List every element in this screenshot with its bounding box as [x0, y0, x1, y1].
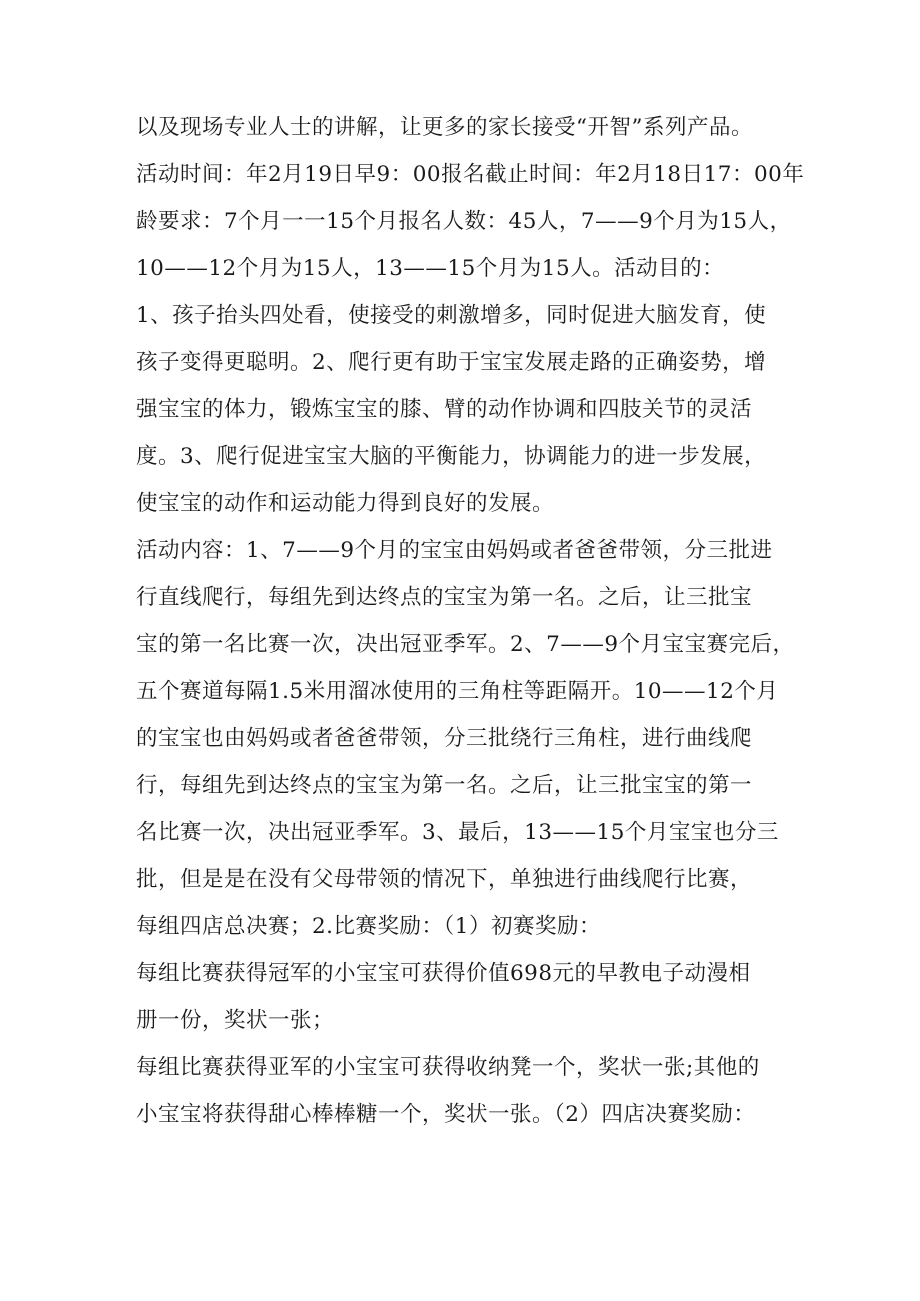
text-line: 小宝宝将获得甜心棒棒糖一个，奖状一张。（2）四店决赛奖励：: [136, 1102, 756, 1127]
text-line: 五个赛道每隔1.5米用溜冰使用的三角柱等距隔开。10——12个月: [136, 679, 779, 704]
text-line: 名比赛一次，决出冠亚季军。3、最后，13——15个月宝宝也分三: [136, 820, 779, 845]
text-line: 行直线爬行，每组先到达终点的宝宝为第一名。之后，让三批宝: [136, 585, 753, 610]
text-line: 强宝宝的体力，锻炼宝宝的膝、臂的动作协调和四肢关节的灵活: [136, 397, 753, 422]
text-line: 活动时间：年2月19日早9：00报名截止时间：年2月18日17：00年: [136, 162, 805, 187]
text-line: 每组比赛获得亚军的小宝宝可获得收纳凳一个，奖状一张;其他的: [136, 1055, 760, 1080]
text-line: 每组比赛获得冠军的小宝宝可获得价值698元的早教电子动漫相: [136, 961, 751, 986]
text-line: 活动内容：1、7——9个月的宝宝由妈妈或者爸爸带领，分三批进: [136, 538, 773, 563]
text-line: 孩子变得更聪明。2、爬行更有助于宝宝发展走路的正确姿势，增: [136, 350, 767, 375]
text-line: 以及现场专业人士的讲解，让更多的家长接受“开智”系列产品。: [136, 115, 753, 140]
text-line: 宝的第一名比赛一次，决出冠亚季军。2、7——9个月宝宝赛完后，: [136, 632, 795, 657]
text-line: 1、孩子抬头四处看，使接受的刺激增多，同时促进大脑发育，使: [136, 303, 767, 328]
text-line: 行，每组先到达终点的宝宝为第一名。之后，让三批宝宝的第一: [136, 773, 753, 798]
text-line: 册一份，奖状一张；: [136, 1008, 335, 1033]
text-line: 10——12个月为15人，13——15个月为15人。活动目的：: [136, 256, 725, 281]
text-line: 的宝宝也由妈妈或者爸爸带领，分三批绕行三角柱，进行曲线爬: [136, 726, 753, 751]
text-line: 每组四店总决赛；2.比赛奖励：（1）初赛奖励：: [136, 914, 601, 939]
body-text: [136, 104, 816, 1138]
text-line: 批，但是是在没有父母带领的情况下，单独进行曲线爬行比赛，: [136, 867, 753, 892]
text-line: 龄要求：7个月一一15个月报名人数：45人，7——9个月为15人，: [136, 209, 792, 234]
text-line: 使宝宝的动作和运动能力得到良好的发展。: [136, 491, 555, 516]
text-line: 度。3、爬行促进宝宝大脑的平衡能力，协调能力的进一步发展，: [136, 444, 767, 469]
